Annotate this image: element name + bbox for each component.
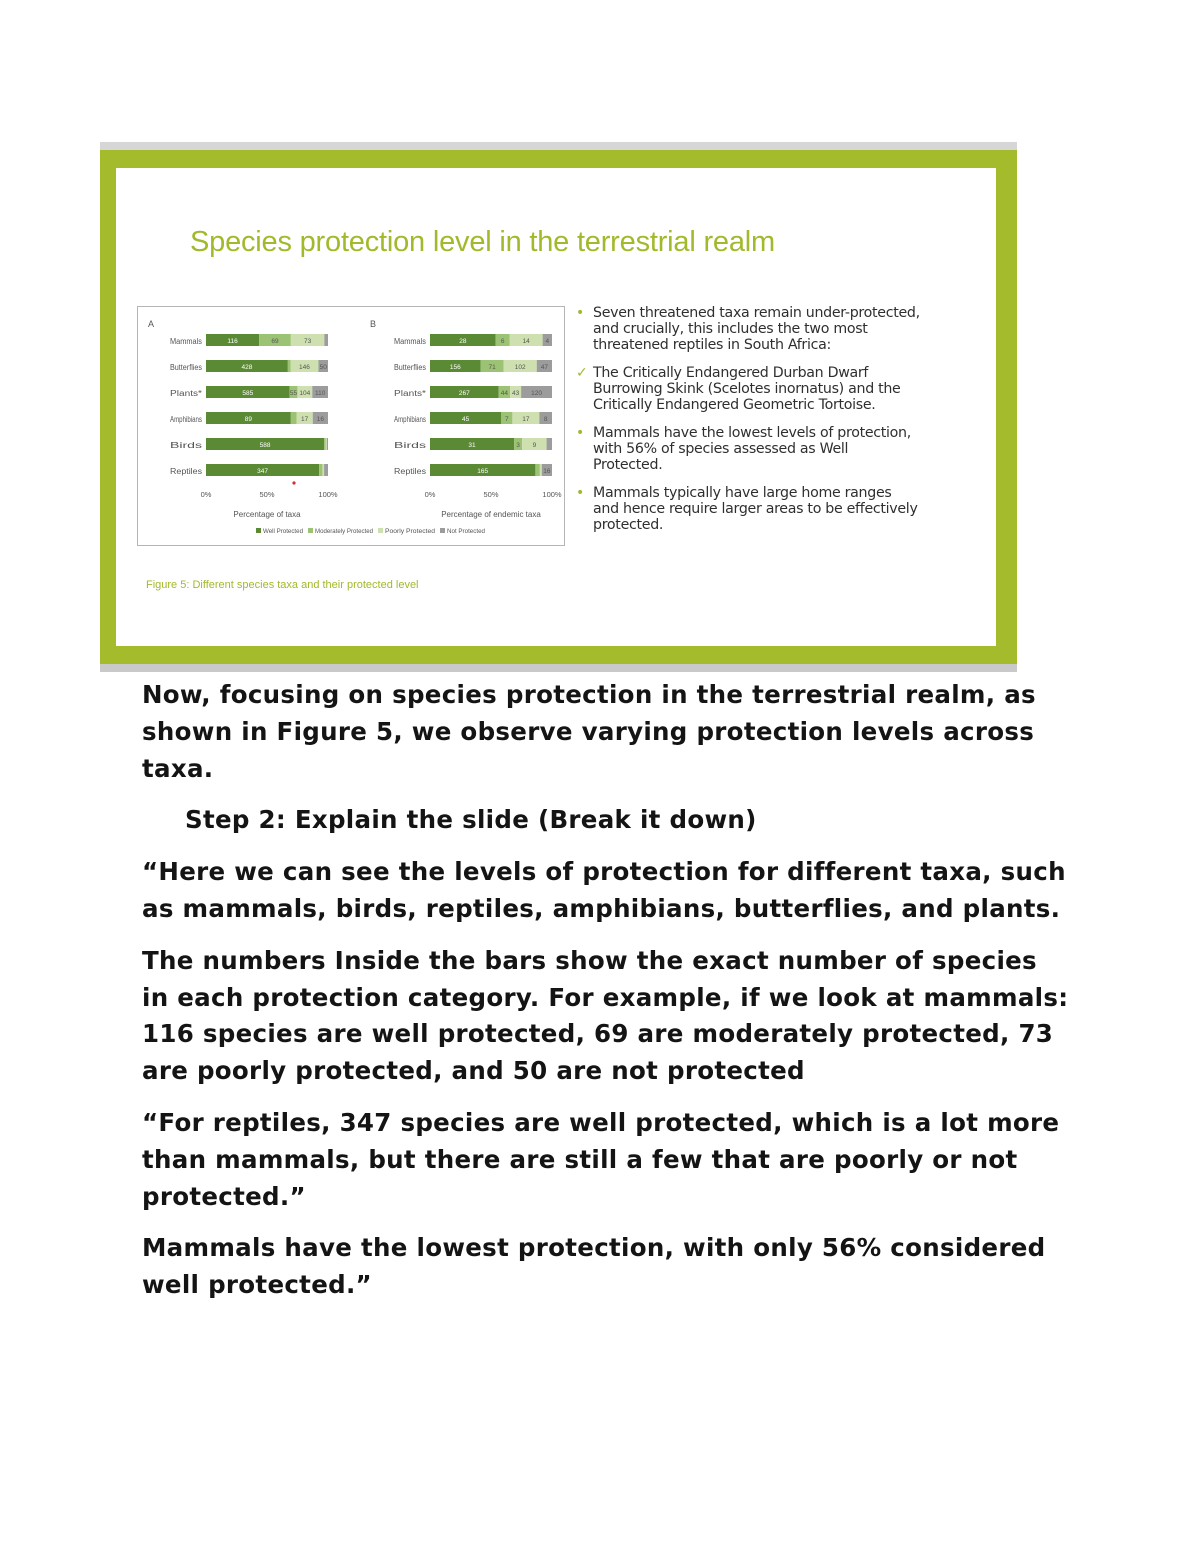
bar-value-label: 428 <box>241 364 253 371</box>
legend-label: Poorly Protected <box>385 529 435 535</box>
bar-value-label: 4 <box>545 338 550 345</box>
bar-value-label: 31 <box>468 442 476 449</box>
bullet-item <box>576 365 921 413</box>
step-heading: Step 2: Explain the slide (Break it down) <box>185 805 757 835</box>
slide-bullet-list <box>576 305 921 545</box>
bar-value-label: 17 <box>301 416 309 423</box>
bullet-marker: • <box>576 305 584 321</box>
bar-value-label: 104 <box>299 390 311 397</box>
bullet-marker: • <box>576 425 584 441</box>
figure-caption: Figure 5: Different species taxa and their protected level <box>146 579 419 591</box>
x-tick-label: 0% <box>424 490 436 499</box>
legend-label: Well Protected <box>263 529 303 535</box>
bar-value-label: 156 <box>449 364 461 371</box>
bullet-item <box>576 485 921 533</box>
paragraph-intro: Now, focusing on species protection in the terrestrial realm, as shown in Figure 5, we observe varying protection levels across taxa. <box>142 680 1036 783</box>
paragraph-mammals: Mammals have the lowest protection, with only 56% considered well protected.” <box>142 1233 1046 1300</box>
x-axis-label: Percentage of taxa <box>233 510 301 519</box>
bullet-marker: • <box>576 485 584 501</box>
bar-segment <box>324 464 328 476</box>
bar-value-label: 73 <box>303 338 312 345</box>
bar-segment <box>291 412 297 424</box>
panel-letter: B <box>370 319 377 329</box>
bar-value-label: 588 <box>259 442 271 449</box>
legend-swatch <box>308 528 313 533</box>
x-tick-label: 0% <box>200 490 212 499</box>
figure-5-chart <box>137 306 565 546</box>
x-tick-label: 100% <box>318 490 338 499</box>
category-label: Birds <box>394 441 426 450</box>
category-label: Amphibians <box>394 415 426 424</box>
bar-value-label: 17 <box>522 416 530 423</box>
bullet-text: Seven threatened taxa remain under-protected, and crucially, this includes the two most threatened reptiles in South Africa: <box>593 305 920 353</box>
bar-value-label: 120 <box>531 390 542 397</box>
bar-value-label: 50 <box>319 364 327 371</box>
bar-segment <box>535 464 539 476</box>
bar-value-label: 146 <box>299 364 310 371</box>
bar-value-label: 45 <box>462 416 470 423</box>
bar-segment <box>324 438 326 450</box>
bar-value-label: 3 <box>516 442 520 449</box>
bar-value-label: 28 <box>459 338 467 345</box>
bar-value-label: 16 <box>543 468 551 475</box>
bullet-item <box>576 425 921 473</box>
paragraph-taxa: “Here we can see the levels of protection for different taxa, such as mammals, birds, reptiles, amphibians, butterflies, and plants. <box>142 857 1066 923</box>
category-label: Plants* <box>170 389 202 398</box>
slide-content <box>116 168 996 646</box>
bar-segment <box>324 334 328 346</box>
x-tick-label: 100% <box>542 490 562 499</box>
category-label: Butterflies <box>170 363 202 372</box>
bar-segment <box>322 464 324 476</box>
red-marker-dot <box>292 481 295 484</box>
category-label: Butterflies <box>394 363 426 372</box>
bar-value-label: 9 <box>532 442 537 449</box>
x-tick-label: 50% <box>259 490 275 499</box>
bar-segment <box>288 360 291 372</box>
bar-value-label: 16 <box>316 416 324 423</box>
category-label: Plants* <box>394 389 426 398</box>
category-label: Amphibians <box>170 415 202 424</box>
legend-swatch <box>256 528 261 533</box>
paragraph-reptiles: “For reptiles, 347 species are well protected, which is a lot more than mammals, but there are still a few that are poorly or not protected.” <box>142 1107 1060 1211</box>
legend-swatch <box>440 528 445 533</box>
bar-value-label: 8 <box>543 416 548 423</box>
bar-segment <box>540 464 542 476</box>
bar-value-label: 43 <box>511 390 520 397</box>
bar-value-label: 44 <box>500 390 509 397</box>
legend-label: Moderately Protected <box>315 529 373 535</box>
bar-segment <box>326 438 327 450</box>
bar-value-label: 110 <box>314 390 326 397</box>
legend-swatch <box>378 528 383 533</box>
bar-value-label: 267 <box>458 390 470 397</box>
bar-value-label: 116 <box>227 338 238 345</box>
bar-value-label: 47 <box>540 364 548 371</box>
bar-segment <box>327 438 328 450</box>
category-label: Mammals <box>394 337 426 346</box>
category-label: Reptiles <box>394 467 426 476</box>
panel-letter: A <box>148 319 155 329</box>
bar-value-label: 14 <box>522 338 530 345</box>
bar-value-label: 165 <box>477 468 489 475</box>
legend-label: Not Protected <box>447 529 485 535</box>
bar-segment <box>547 438 552 450</box>
bar-value-label: 585 <box>242 390 254 397</box>
bar-value-label: 347 <box>257 468 269 475</box>
bar-value-label: 89 <box>244 416 253 423</box>
checkmark-icon: ✓ <box>576 365 588 381</box>
stacked-bar-charts <box>138 307 566 547</box>
presentation-slide <box>100 142 1017 672</box>
bullet-item <box>576 305 921 353</box>
bar-value-label: 7 <box>505 416 509 423</box>
bar-segment <box>319 464 322 476</box>
bar-value-label: 69 <box>271 338 279 345</box>
bar-value-label: 6 <box>500 338 505 345</box>
paragraph-numbers: The numbers Inside the bars show the exact number of species in each protection category. For example, if we look at mammals: 116 species are well protected, 69 are moderately protected, 73 are poorly protected, and 50 are not protected <box>142 945 1069 1086</box>
bar-value-label: 71 <box>488 364 496 371</box>
category-label: Reptiles <box>170 467 202 476</box>
category-label: Birds <box>170 441 202 450</box>
category-label: Mammals <box>170 337 202 346</box>
slide-title: Species protection level in the terrestrial realm <box>190 226 775 258</box>
bullet-text: Mammals have the lowest levels of protection, with 56% of species assessed as Well Protected. <box>593 425 911 473</box>
x-tick-label: 50% <box>483 490 499 499</box>
bar-value-label: 102 <box>514 364 526 371</box>
document-body <box>142 677 1072 1319</box>
bullet-text: The Critically Endangered Durban Dwarf Burrowing Skink (Scelotes inornatus) and the Critically Endangered Geometric Tortoise. <box>593 365 901 413</box>
bar-value-label: 55 <box>289 390 298 397</box>
bullet-text: Mammals typically have large home ranges and hence require larger areas to be effectively protected. <box>593 485 918 533</box>
x-axis-label: Percentage of endemic taxa <box>441 510 541 519</box>
